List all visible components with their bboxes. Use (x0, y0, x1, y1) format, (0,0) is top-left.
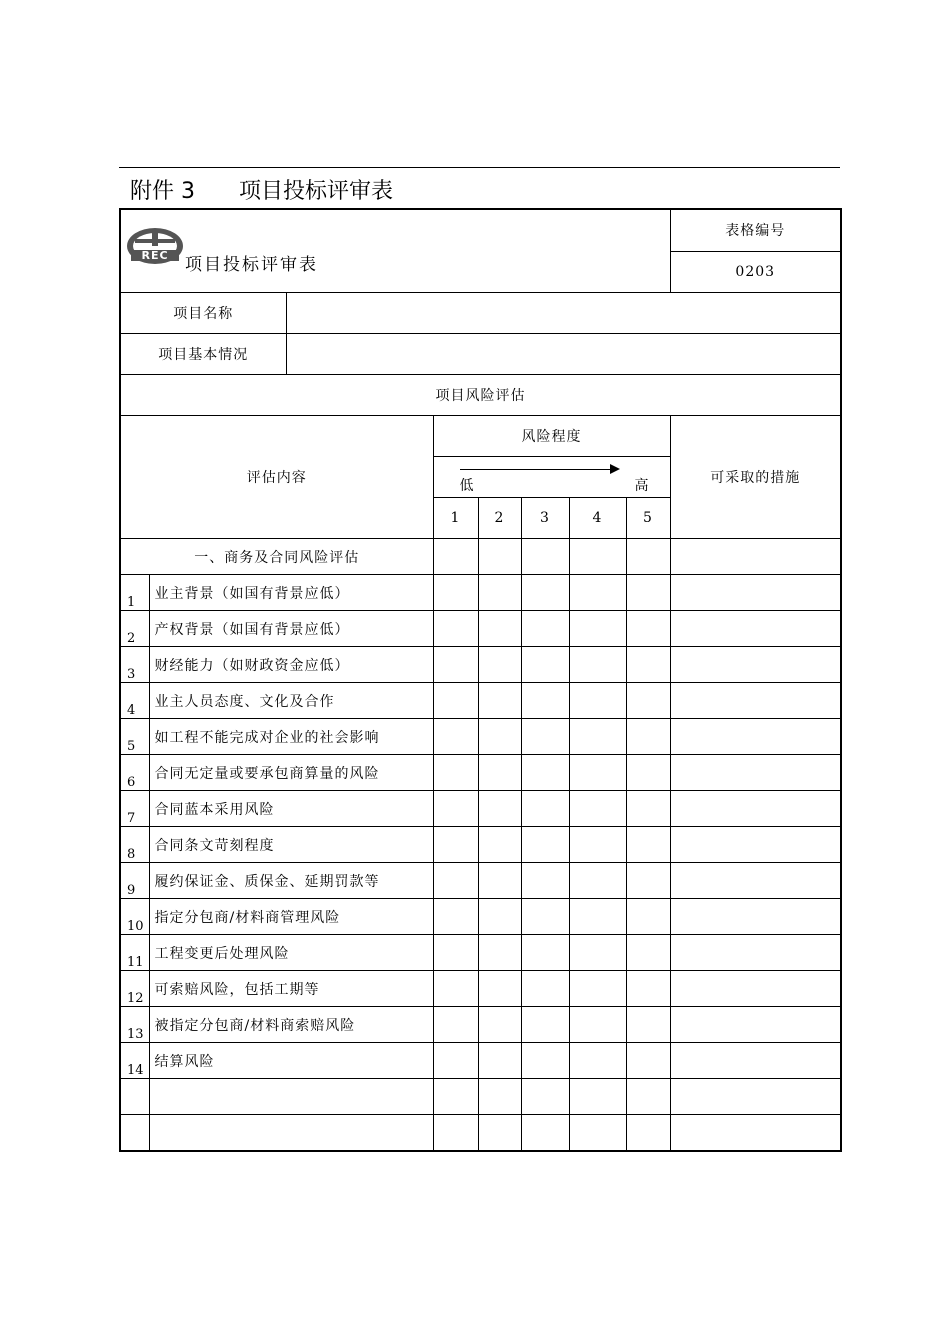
item-text: 结算风险 (149, 1043, 433, 1079)
project-info-label: 项目基本情况 (120, 334, 286, 375)
score-cell[interactable] (478, 575, 521, 611)
score-cell[interactable] (626, 899, 670, 935)
score-cell[interactable] (569, 611, 626, 647)
project-name-label: 项目名称 (120, 293, 286, 334)
score-cell[interactable] (521, 575, 569, 611)
item-text: 合同条文苛刻程度 (149, 827, 433, 863)
page-heading (130, 176, 393, 208)
item-number: 1 (120, 575, 149, 611)
score-cell[interactable] (433, 611, 478, 647)
item-text: 工程变更后处理风险 (149, 935, 433, 971)
score-cell[interactable] (626, 791, 670, 827)
measure-cell[interactable] (670, 827, 841, 863)
score-cell[interactable] (569, 647, 626, 683)
score-cell[interactable] (569, 935, 626, 971)
score-cell[interactable] (521, 935, 569, 971)
attachment-label: 附件 3 (130, 179, 195, 204)
table-row (120, 575, 841, 611)
score-cell[interactable] (569, 539, 626, 575)
table-row (120, 827, 841, 863)
score-cell[interactable] (626, 971, 670, 1007)
review-form-table (119, 208, 842, 1152)
score-cell[interactable] (569, 827, 626, 863)
item-text: 合同无定量或要承包商算量的风险 (149, 755, 433, 791)
score-cell[interactable] (521, 863, 569, 899)
table-row (120, 1043, 841, 1079)
level-3: 3 (521, 498, 569, 539)
score-cell[interactable] (478, 611, 521, 647)
score-cell[interactable] (569, 719, 626, 755)
measure-cell[interactable] (670, 1007, 841, 1043)
score-cell[interactable] (569, 1079, 626, 1115)
score-cell[interactable] (433, 899, 478, 935)
project-name-row (120, 293, 841, 334)
item-number: 6 (120, 755, 149, 791)
project-name-field[interactable] (286, 293, 841, 334)
level-1: 1 (433, 498, 478, 539)
item-number: 14 (120, 1043, 149, 1079)
form-code-value: 0203 (670, 251, 841, 293)
score-cell[interactable] (433, 647, 478, 683)
score-cell[interactable] (433, 719, 478, 755)
item-number: 13 (120, 1007, 149, 1043)
score-cell[interactable] (521, 611, 569, 647)
score-cell[interactable] (478, 755, 521, 791)
section-title: 项目风险评估 (120, 375, 841, 416)
level-2: 2 (478, 498, 521, 539)
form-title-cell (120, 209, 670, 293)
measure-cell[interactable] (670, 539, 841, 575)
item-number: 7 (120, 791, 149, 827)
score-cell[interactable] (521, 971, 569, 1007)
score-cell[interactable] (626, 1043, 670, 1079)
score-cell[interactable] (478, 827, 521, 863)
score-cell[interactable] (478, 1079, 521, 1115)
low-label: 低 (459, 478, 475, 494)
item-text: 指定分包商/材料商管理风险 (149, 899, 433, 935)
item-number: 2 (120, 611, 149, 647)
score-cell[interactable] (478, 899, 521, 935)
score-cell[interactable] (433, 827, 478, 863)
score-cell[interactable] (626, 1007, 670, 1043)
scale-arrow-line (460, 469, 612, 470)
high-label: 高 (634, 478, 650, 494)
score-cell[interactable] (433, 791, 478, 827)
score-cell[interactable] (433, 1007, 478, 1043)
score-cell[interactable] (569, 863, 626, 899)
score-cell[interactable] (521, 755, 569, 791)
table-row (120, 683, 841, 719)
score-cell[interactable] (478, 683, 521, 719)
measure-cell[interactable] (670, 863, 841, 899)
measure-cell[interactable] (670, 647, 841, 683)
score-cell[interactable] (433, 755, 478, 791)
measure-cell[interactable] (670, 683, 841, 719)
item-number (120, 1115, 149, 1152)
table-row (120, 935, 841, 971)
level-4: 4 (569, 498, 626, 539)
table-row (120, 791, 841, 827)
item-text (149, 1115, 433, 1152)
item-text: 履约保证金、质保金、延期罚款等 (149, 863, 433, 899)
table-row (120, 1115, 841, 1152)
measure-cell[interactable] (670, 1115, 841, 1152)
table-row (120, 863, 841, 899)
item-text: 合同蓝本采用风险 (149, 791, 433, 827)
table-row (120, 971, 841, 1007)
section-row (120, 375, 841, 416)
measure-cell[interactable] (670, 575, 841, 611)
score-cell[interactable] (521, 1043, 569, 1079)
item-text: 财经能力（如财政资金应低） (149, 647, 433, 683)
score-cell[interactable] (626, 647, 670, 683)
score-cell[interactable] (478, 791, 521, 827)
item-number: 12 (120, 971, 149, 1007)
item-text: 可索赔风险，包括工期等 (149, 971, 433, 1007)
score-cell[interactable] (626, 1079, 670, 1115)
item-number: 5 (120, 719, 149, 755)
score-cell[interactable] (433, 971, 478, 1007)
measure-cell[interactable] (670, 971, 841, 1007)
item-text: 被指定分包商/材料商索赔风险 (149, 1007, 433, 1043)
item-number (120, 1079, 149, 1115)
score-cell[interactable] (569, 791, 626, 827)
score-cell[interactable] (626, 539, 670, 575)
score-cell[interactable] (521, 1079, 569, 1115)
table-row (120, 1079, 841, 1115)
measure-cell[interactable] (670, 1079, 841, 1115)
score-cell[interactable] (433, 935, 478, 971)
score-cell[interactable] (521, 791, 569, 827)
measures-header: 可采取的措施 (670, 416, 841, 539)
score-cell[interactable] (521, 719, 569, 755)
score-cell[interactable] (521, 647, 569, 683)
score-cell[interactable] (478, 1043, 521, 1079)
score-cell[interactable] (626, 755, 670, 791)
header-rule (119, 167, 840, 168)
item-text: 业主背景（如国有背景应低） (149, 575, 433, 611)
item-number: 11 (120, 935, 149, 971)
item-text: 产权背景（如国有背景应低） (149, 611, 433, 647)
table-row (120, 755, 841, 791)
form-code-label: 表格编号 (670, 209, 841, 251)
score-cell[interactable] (569, 971, 626, 1007)
score-cell[interactable] (521, 1115, 569, 1152)
score-cell[interactable] (521, 683, 569, 719)
item-text (149, 1079, 433, 1115)
risk-scale-cell (433, 457, 670, 498)
score-cell[interactable] (626, 935, 670, 971)
measure-cell[interactable] (670, 1043, 841, 1079)
company-logo-icon (125, 226, 185, 270)
category-title: 一、商务及合同风险评估 (120, 539, 433, 575)
score-cell[interactable] (626, 719, 670, 755)
score-cell[interactable] (433, 1079, 478, 1115)
item-text: 业主人员态度、文化及合作 (149, 683, 433, 719)
score-cell[interactable] (433, 575, 478, 611)
score-cell[interactable] (478, 539, 521, 575)
score-cell[interactable] (626, 611, 670, 647)
score-cell[interactable] (569, 683, 626, 719)
score-cell[interactable] (478, 971, 521, 1007)
measure-cell[interactable] (670, 755, 841, 791)
score-cell[interactable] (433, 1115, 478, 1152)
score-cell[interactable] (433, 683, 478, 719)
table-row (120, 611, 841, 647)
page-title: 项目投标评审表 (239, 179, 394, 204)
score-cell[interactable] (569, 575, 626, 611)
score-cell[interactable] (521, 899, 569, 935)
item-number: 4 (120, 683, 149, 719)
project-info-row (120, 334, 841, 375)
item-number: 9 (120, 863, 149, 899)
content-header: 评估内容 (120, 416, 433, 539)
score-cell[interactable] (626, 863, 670, 899)
form-header-row (120, 209, 841, 251)
form-title: 项目投标评审表 (185, 255, 318, 275)
item-text: 如工程不能完成对企业的社会影响 (149, 719, 433, 755)
project-info-field[interactable] (286, 334, 841, 375)
item-number: 10 (120, 899, 149, 935)
score-cell[interactable] (626, 575, 670, 611)
score-cell[interactable] (521, 827, 569, 863)
measure-cell[interactable] (670, 611, 841, 647)
measure-cell[interactable] (670, 899, 841, 935)
table-row (120, 719, 841, 755)
item-number: 8 (120, 827, 149, 863)
score-cell[interactable] (433, 1043, 478, 1079)
score-cell[interactable] (478, 647, 521, 683)
score-cell[interactable] (433, 863, 478, 899)
score-cell[interactable] (626, 827, 670, 863)
svg-text:REC: REC (141, 249, 169, 262)
score-cell[interactable] (521, 1007, 569, 1043)
score-cell[interactable] (569, 755, 626, 791)
score-cell[interactable] (478, 863, 521, 899)
score-cell[interactable] (521, 539, 569, 575)
score-cell[interactable] (569, 1043, 626, 1079)
score-cell[interactable] (569, 1115, 626, 1152)
score-cell[interactable] (569, 1007, 626, 1043)
measure-cell[interactable] (670, 935, 841, 971)
score-cell[interactable] (478, 935, 521, 971)
score-cell[interactable] (626, 683, 670, 719)
score-cell[interactable] (626, 1115, 670, 1152)
score-cell[interactable] (569, 899, 626, 935)
score-cell[interactable] (478, 1115, 521, 1152)
score-cell[interactable] (433, 539, 478, 575)
measure-cell[interactable] (670, 719, 841, 755)
table-row (120, 1007, 841, 1043)
level-5: 5 (626, 498, 670, 539)
item-number: 3 (120, 647, 149, 683)
category-row (120, 539, 841, 575)
score-cell[interactable] (478, 1007, 521, 1043)
table-row (120, 647, 841, 683)
arrow-right-icon (610, 464, 620, 474)
measure-cell[interactable] (670, 791, 841, 827)
table-row (120, 899, 841, 935)
score-cell[interactable] (478, 719, 521, 755)
risk-level-header: 风险程度 (433, 416, 670, 457)
